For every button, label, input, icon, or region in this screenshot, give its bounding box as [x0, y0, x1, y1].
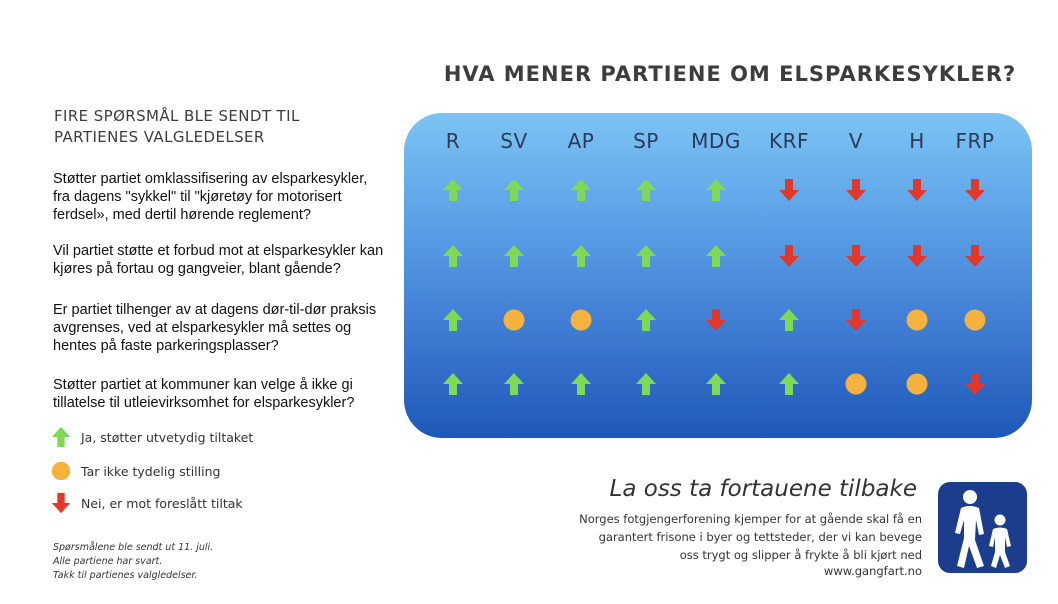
party-label-h: H — [909, 129, 925, 153]
circle-icon — [844, 372, 868, 396]
arrow-down-icon — [963, 372, 987, 396]
arrow-up-icon — [634, 372, 658, 396]
legend-label-yes: Ja, støtter utvetydig tiltaket — [81, 430, 254, 445]
party-label-sp: SP — [633, 129, 659, 153]
pedestrian-icon — [938, 482, 1027, 573]
org-line: garantert frisone i byer og tettsteder, der vi kan bevege — [598, 530, 922, 544]
footnote-line: Alle partiene har svart. — [53, 556, 163, 567]
party-label-mdg: MDG — [691, 129, 741, 153]
website-link[interactable]: www.gangfart.no — [823, 564, 922, 578]
circle-icon — [963, 308, 987, 332]
arrow-up-icon — [441, 178, 465, 202]
party-label-sv: SV — [500, 129, 528, 153]
arrow-up-icon — [634, 244, 658, 268]
legend-label-no: Nei, er mot foreslått tiltak — [81, 496, 243, 511]
intro-heading: FIRE SPØRSMÅL BLE SENDT TIL PARTIENES VALGLEDELSER — [54, 107, 300, 146]
arrow-up-icon — [704, 372, 728, 396]
arrow-up-icon — [634, 308, 658, 332]
question-3: Er partiet tilhenger av at dagens dør-til-dør praksis avgrenses, ved at elsparkesykler må settes og hentes på faste parkeringsplasser? — [53, 302, 377, 354]
arrow-down-icon — [905, 178, 929, 202]
arrow-down-icon — [963, 244, 987, 268]
party-label-krf: KRF — [768, 129, 809, 153]
arrow-down-icon — [905, 244, 929, 268]
question-2: Vil partiet støtte et forbud mot at elsparkesykler kan kjøres på fortau og gangveier, blant gående? — [53, 243, 384, 277]
question-1: Støtter partiet omklassifisering av elsparkesykler, fra dagens "sykkel" til "kjøretøy for motorisert ferdsel», med dertil hørende reglement? — [53, 171, 368, 223]
arrow-up-icon — [777, 372, 801, 396]
arrow-down-icon — [777, 178, 801, 202]
circle-icon — [50, 460, 72, 482]
arrow-down-icon — [963, 178, 987, 202]
arrow-up-icon — [569, 178, 593, 202]
arrow-down-icon — [50, 492, 72, 514]
party-label-frp: FRP — [955, 129, 995, 153]
organization-description — [520, 510, 922, 564]
org-line: Norges fotgjengerforening kjemper for at gående skal få en — [579, 512, 922, 526]
arrow-down-icon — [704, 308, 728, 332]
footnote — [53, 541, 313, 583]
arrow-down-icon — [844, 178, 868, 202]
footnote-line: Spørsmålene ble sendt ut 11. juli. — [53, 542, 214, 553]
arrow-down-icon — [844, 308, 868, 332]
circle-icon — [905, 372, 929, 396]
slogan: La oss ta fortauene tilbake — [609, 476, 917, 502]
arrow-up-icon — [502, 244, 526, 268]
party-label-r: R — [445, 129, 461, 153]
arrow-up-icon — [704, 178, 728, 202]
party-label-ap: AP — [567, 129, 595, 153]
arrow-up-icon — [777, 308, 801, 332]
arrow-up-icon — [502, 178, 526, 202]
arrow-up-icon — [634, 178, 658, 202]
arrow-up-icon — [441, 244, 465, 268]
page-title: HVA MENER PARTIENE OM ELSPARKESYKLER? — [443, 62, 1017, 86]
circle-icon — [569, 308, 593, 332]
arrow-up-icon — [50, 426, 72, 448]
question-4: Støtter partiet at kommuner kan velge å ikke gi tillatelse til utleievirksomhet for elsparkesykler? — [53, 377, 355, 411]
arrow-down-icon — [844, 244, 868, 268]
party-label-v: V — [848, 129, 864, 153]
arrow-up-icon — [441, 308, 465, 332]
arrow-up-icon — [569, 372, 593, 396]
legend-label-neutral: Tar ikke tydelig stilling — [81, 464, 221, 479]
circle-icon — [502, 308, 526, 332]
arrow-up-icon — [704, 244, 728, 268]
arrow-up-icon — [502, 372, 526, 396]
footnote-line: Takk til partienes valgledelser. — [53, 570, 198, 581]
arrow-up-icon — [441, 372, 465, 396]
pedestrian-logo — [938, 482, 1027, 573]
org-line: oss trygt og slipper å frykte å bli kjørt ned — [679, 548, 922, 562]
circle-icon — [905, 308, 929, 332]
arrow-up-icon — [569, 244, 593, 268]
arrow-down-icon — [777, 244, 801, 268]
